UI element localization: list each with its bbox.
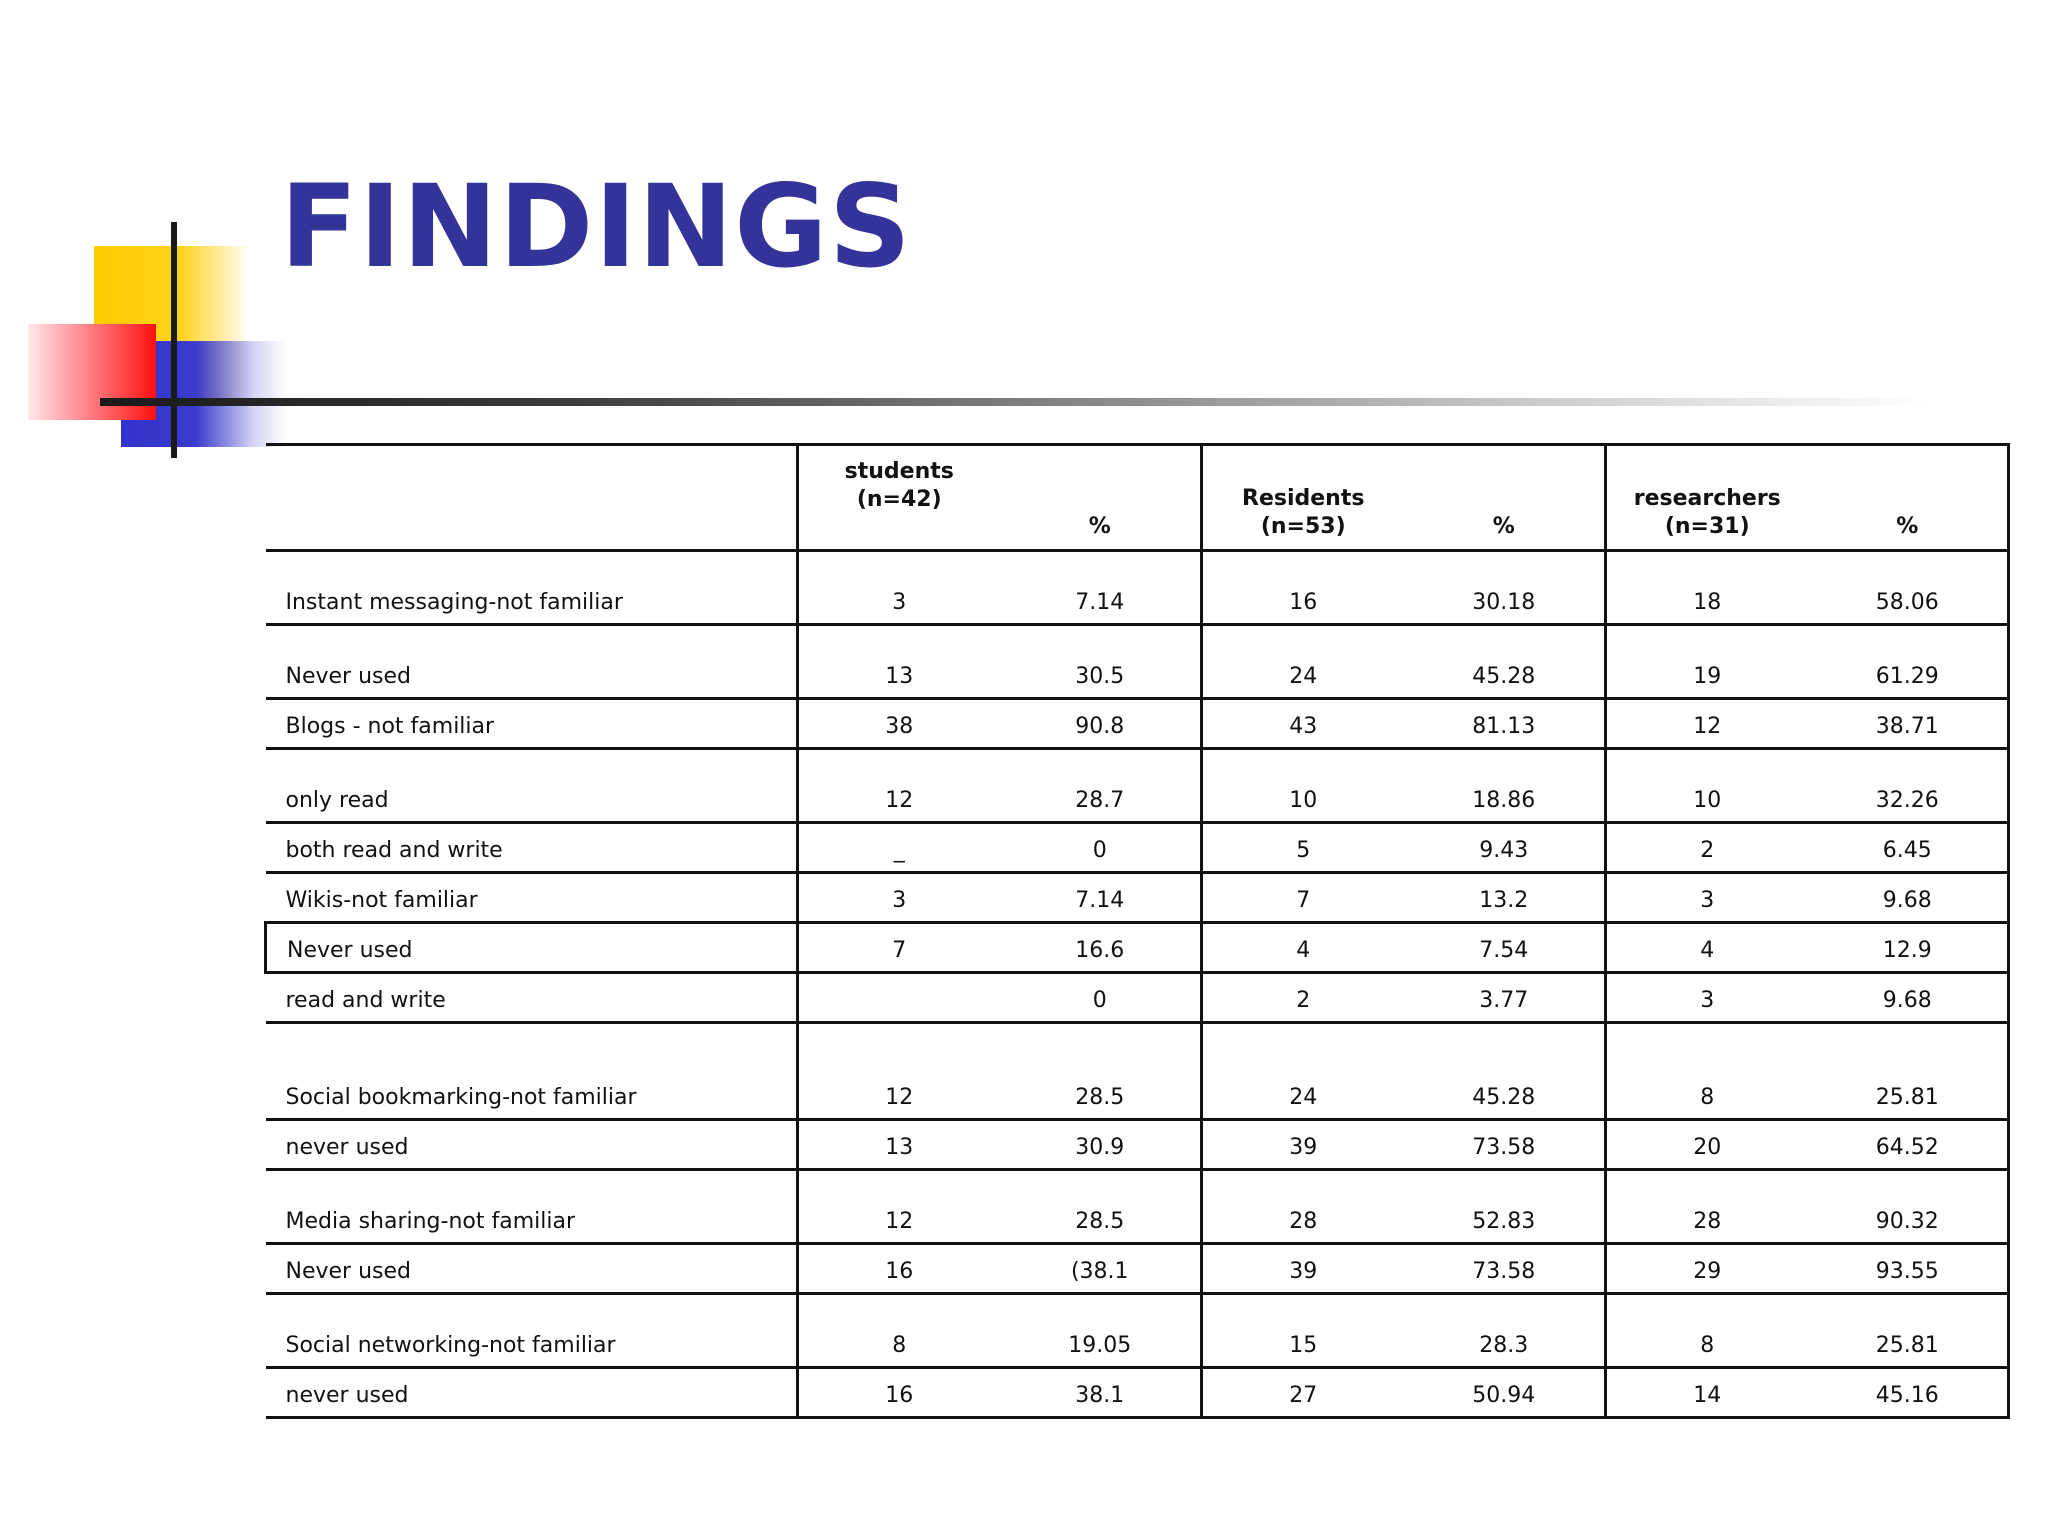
percent-cell: 9.43 xyxy=(1479,838,1529,863)
row-label: never used xyxy=(285,1383,409,1408)
row-label: Blogs - not familiar xyxy=(285,714,495,739)
header-students xyxy=(798,445,1000,551)
count-cell: 24 xyxy=(1202,1023,1404,1120)
count-cell: 8 xyxy=(798,1294,1000,1368)
count-cell: 43 xyxy=(1202,699,1404,749)
count-cell xyxy=(798,973,1000,1023)
percent-cell: 30.5 xyxy=(1075,664,1125,689)
table-row xyxy=(266,1120,2009,1170)
row-label: Social networking-not familiar xyxy=(285,1333,616,1358)
table-row xyxy=(266,923,2009,973)
header-empty-cell xyxy=(266,445,798,551)
row-label: Never used xyxy=(285,664,411,689)
slide-title: FINDINGS xyxy=(280,160,912,293)
count-cell: 24 xyxy=(1202,625,1404,699)
count-cell: 2 xyxy=(1606,823,1808,873)
table-row xyxy=(266,1244,2009,1294)
percent-cell: (38.1 xyxy=(1070,1259,1129,1284)
percent-cell: 45.28 xyxy=(1472,664,1536,689)
percent-cell: 18.86 xyxy=(1472,788,1536,813)
table-row xyxy=(266,749,2009,823)
percent-cell: 25.81 xyxy=(1808,1294,2009,1368)
count-cell: 16 xyxy=(798,1244,1000,1294)
row-label: Social bookmarking-not familiar xyxy=(285,1085,637,1110)
header-residents-name: Residents xyxy=(1242,486,1365,511)
count-cell: 3 xyxy=(798,551,1000,625)
count-cell: 28 xyxy=(1606,1170,1808,1244)
table-row xyxy=(266,625,2009,699)
count-cell: 12 xyxy=(798,1170,1000,1244)
table-row xyxy=(266,1368,2009,1418)
row-label: only read xyxy=(285,788,389,813)
percent-cell: 13.2 xyxy=(1479,888,1529,913)
percent-cell: 6.45 xyxy=(1808,823,2009,873)
count-cell: _ xyxy=(798,823,1000,873)
count-cell: 3 xyxy=(1606,973,1808,1023)
percent-cell: 9.68 xyxy=(1808,873,2009,923)
table-row xyxy=(266,699,2009,749)
header-researchers xyxy=(1606,445,1808,551)
header-researchers-n: (n=31) xyxy=(1664,514,1750,539)
percent-cell: 52.83 xyxy=(1472,1209,1536,1234)
row-label: Instant messaging-not familiar xyxy=(285,590,623,615)
table-header-row xyxy=(266,445,2009,551)
percent-cell: 28.5 xyxy=(1075,1209,1125,1234)
percent-cell: 73.58 xyxy=(1472,1135,1536,1160)
count-cell: 39 xyxy=(1202,1244,1404,1294)
decor-horizontal-rule xyxy=(100,398,1930,406)
count-cell: 15 xyxy=(1202,1294,1404,1368)
header-researchers-name: researchers xyxy=(1633,486,1781,511)
count-cell: 4 xyxy=(1606,923,1808,973)
header-students-pct: % xyxy=(1088,514,1111,539)
count-cell: 8 xyxy=(1606,1294,1808,1368)
percent-cell: 0 xyxy=(1092,988,1107,1013)
percent-cell: 0 xyxy=(1092,838,1107,863)
count-cell: 38 xyxy=(798,699,1000,749)
table-row xyxy=(266,973,2009,1023)
percent-cell: 50.94 xyxy=(1472,1383,1536,1408)
percent-cell: 7.54 xyxy=(1479,938,1529,963)
percent-cell: 9.68 xyxy=(1808,973,2009,1023)
count-cell: 16 xyxy=(798,1368,1000,1418)
table-row xyxy=(266,1170,2009,1244)
count-cell: 12 xyxy=(798,1023,1000,1120)
percent-cell: 73.58 xyxy=(1472,1259,1536,1284)
percent-cell: 90.32 xyxy=(1808,1170,2009,1244)
table-row xyxy=(266,1023,2009,1120)
row-label: Media sharing-not familiar xyxy=(285,1209,576,1234)
count-cell: 8 xyxy=(1606,1023,1808,1120)
count-cell: 10 xyxy=(1202,749,1404,823)
percent-cell: 45.16 xyxy=(1808,1368,2009,1418)
count-cell: 5 xyxy=(1202,823,1404,873)
percent-cell: 7.14 xyxy=(1075,888,1125,913)
count-cell: 12 xyxy=(798,749,1000,823)
row-label: Wikis-not familiar xyxy=(285,888,478,913)
row-label: Never used xyxy=(266,923,798,973)
percent-cell: 45.28 xyxy=(1472,1085,1536,1110)
percent-cell: 81.13 xyxy=(1472,714,1536,739)
percent-cell: 64.52 xyxy=(1808,1120,2009,1170)
count-cell: 7 xyxy=(1202,873,1404,923)
count-cell: 13 xyxy=(798,1120,1000,1170)
percent-cell: 3.77 xyxy=(1479,988,1529,1013)
percent-cell: 61.29 xyxy=(1808,625,2009,699)
header-residents-n: (n=53) xyxy=(1260,514,1346,539)
row-label: Never used xyxy=(285,1259,411,1284)
percent-cell: 32.26 xyxy=(1808,749,2009,823)
findings-table xyxy=(264,443,2010,1419)
row-label: never used xyxy=(285,1135,409,1160)
percent-cell: 7.14 xyxy=(1075,590,1125,615)
count-cell: 20 xyxy=(1606,1120,1808,1170)
count-cell: 3 xyxy=(1606,873,1808,923)
count-cell: 13 xyxy=(798,625,1000,699)
count-cell: 39 xyxy=(1202,1120,1404,1170)
count-cell: 29 xyxy=(1606,1244,1808,1294)
count-cell: 7 xyxy=(798,923,1000,973)
percent-cell: 30.18 xyxy=(1472,590,1536,615)
percent-cell: 28.7 xyxy=(1075,788,1125,813)
header-residents-pct: % xyxy=(1492,514,1515,539)
table-row xyxy=(266,873,2009,923)
row-label: both read and write xyxy=(285,838,503,863)
row-label: read and write xyxy=(285,988,446,1013)
table-row xyxy=(266,1294,2009,1368)
count-cell: 28 xyxy=(1202,1170,1404,1244)
percent-cell: 28.3 xyxy=(1479,1333,1529,1358)
percent-cell: 38.1 xyxy=(1075,1383,1125,1408)
percent-cell: 28.5 xyxy=(1075,1085,1125,1110)
percent-cell: 19.05 xyxy=(1068,1333,1132,1358)
count-cell: 27 xyxy=(1202,1368,1404,1418)
count-cell: 12 xyxy=(1606,699,1808,749)
percent-cell: 25.81 xyxy=(1808,1023,2009,1120)
percent-cell: 12.9 xyxy=(1808,923,2009,973)
percent-cell: 93.55 xyxy=(1808,1244,2009,1294)
count-cell: 10 xyxy=(1606,749,1808,823)
table-row xyxy=(266,823,2009,873)
count-cell: 14 xyxy=(1606,1368,1808,1418)
count-cell: 3 xyxy=(798,873,1000,923)
percent-cell: 30.9 xyxy=(1075,1135,1125,1160)
header-students-name: students xyxy=(844,459,954,484)
percent-cell: 16.6 xyxy=(1075,938,1125,963)
header-students-n: (n=42) xyxy=(856,487,942,512)
table-row xyxy=(266,551,2009,625)
decor-vertical-line xyxy=(171,222,177,458)
header-residents xyxy=(1202,445,1404,551)
count-cell: 16 xyxy=(1202,551,1404,625)
percent-cell: 38.71 xyxy=(1808,699,2009,749)
count-cell: 18 xyxy=(1606,551,1808,625)
percent-cell: 58.06 xyxy=(1808,551,2009,625)
count-cell: 4 xyxy=(1202,923,1404,973)
count-cell: 19 xyxy=(1606,625,1808,699)
header-researchers-pct: % xyxy=(1808,445,2009,551)
count-cell: 2 xyxy=(1202,973,1404,1023)
percent-cell: 90.8 xyxy=(1075,714,1125,739)
